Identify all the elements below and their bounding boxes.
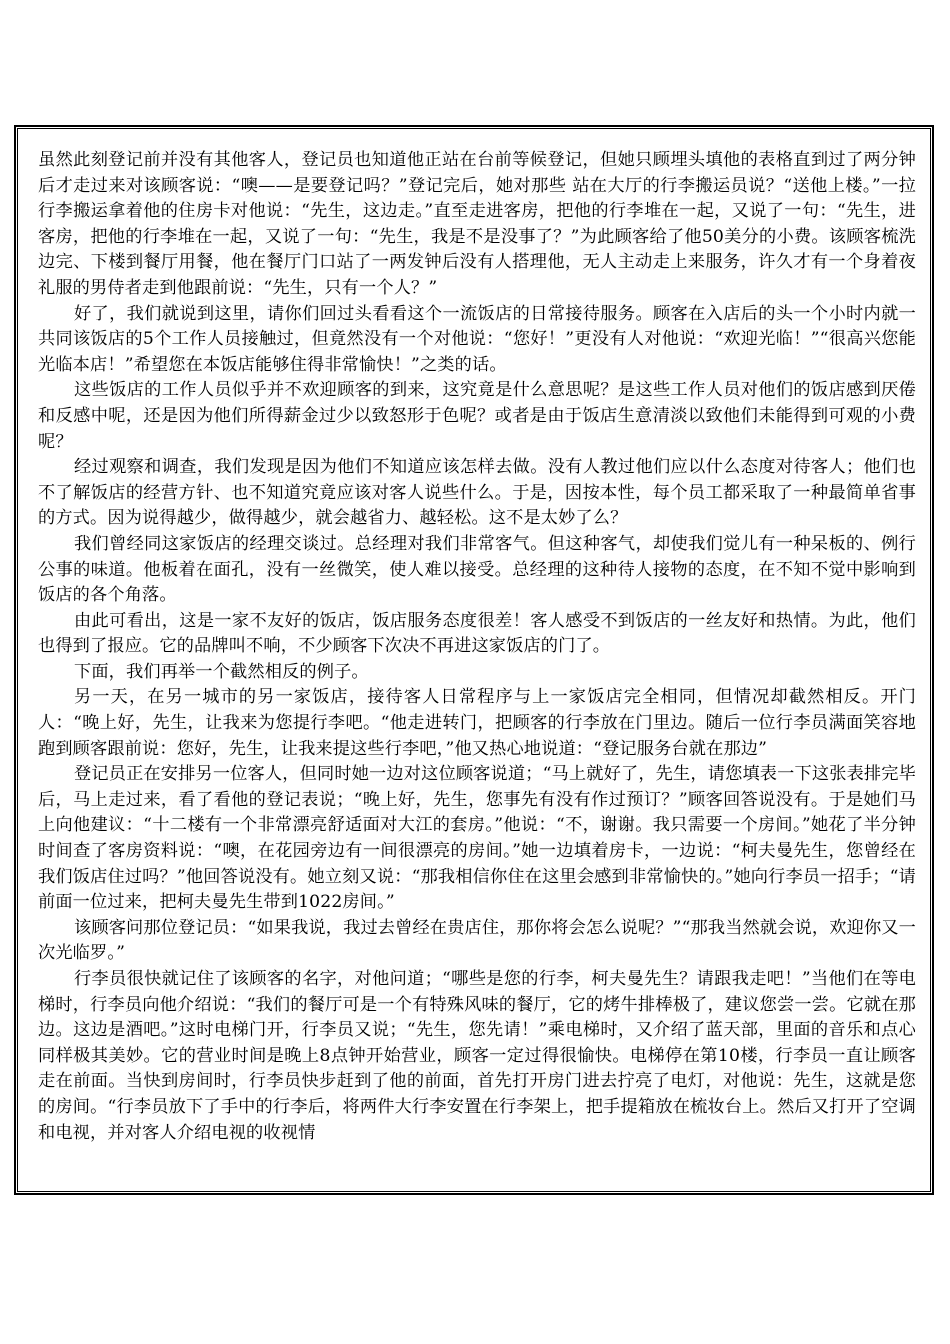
paragraph-4: 经过观察和调查，我们发现是因为他们不知道应该怎样去做。没有人教过他们应以什么态度对待客人；他们也不了解饭店的经营方针、也不知道究竟应该对客人说些什么。于是，因按本性，每个员工都采取了一种最简单省事的方式。因为说得越少，做得越少，就会越省力、越轻松。这不是太妙了么？ — [38, 457, 916, 529]
paragraph-7: 下面，我们再举一个截然相反的例子。 — [74, 661, 369, 682]
paragraph-8: 另一天，在另一城市的另一家饭店，接待客人日常程序与上一家饭店完全相同，但情况却截然相反。开门人：“晚上好，先生，让我来为您提行李吧。“他走进转门，把顾客的行李放在门里边。随后一位行李员满面笑容地跑到顾客跟前说：您好，先生，让我来提这些行李吧，”他又热心地说道：“登记服务台就在那边” — [38, 687, 916, 759]
paragraph-11: 行李员很快就记住了该顾客的名字，对他问道；“哪些是您的行李，柯夫曼先生？请跟我走吧！”当他们在等电梯时，行李员向他介绍说：“我们的餐厅可是一个有特殊风味的餐厅，它的烤牛排棒极了，建议您尝一尝。它就在那边。这边是酒吧。”这时电梯门开，行李员又说；“先生，您先请！”乘电梯时，又介绍了蓝天部，里面的音乐和点心同样极其美妙。它的营业时间是晚上8点钟开始营业，顾客一定过得很愉快。电梯停在第10楼，行李员一直让顾客走在前面。当快到房间时，行李员快步赶到了他的前面，首先打开房门进去拧亮了电灯，对他说：先生，这就是您的房间。“行李员放下了手中的行李后，将两件大行李安置在行李架上，把手提箱放在梳妆台上。然后又打开了空调和电视，并对客人介绍电视的收视情 — [38, 969, 916, 1143]
paragraph-5: 我们曾经同这家饭店的经理交谈过。总经理对我们非常客气。但这种客气，却使我们觉儿有一种呆板的、例行公事的味道。他板着在面孔，没有一丝微笑，使人难以接受。总经理的这种待人接物的态度，在不知不觉中影响到饭店的各个角落。 — [38, 533, 916, 606]
paragraph-10: 该顾客问那位登记员：“如果我说，我过去曾经在贵店住，那你将会怎么说呢？”“那我当然就会说，欢迎你又一次光临罗。” — [38, 917, 916, 964]
document-body — [38, 148, 916, 1192]
paragraph-9: 登记员正在安排另一位客人，但同时她一边对这位顾客说道；“马上就好了，先生，请您填表一下这张表排完毕后，马上走过来，看了看他的登记表说；“晚上好，先生，您事先有没有作过预订？”顾客回答说没有。于是她们马上向他建议：“十二楼有一个非常漂亮舒适面对大江的套房。”他说：“不，谢谢。我只需要一个房间。”她花了半分钟时间查了客房资料说：“噢，在花园旁边有一间很漂亮的房间。”她一边填着房卡，一边说：“柯夫曼先生，您曾经在我们饭店住过吗？”他回答说没有。她立刻又说：“那我相信你住在这里会感到非常愉快的。”她向行李员一招手；“请前面一位过来，把柯夫曼先生带到1022房间。” — [38, 764, 916, 913]
paragraph-6: 由此可看出，这是一家不友好的饭店，饭店服务态度很差！客人感受不到饭店的一丝友好和热情。为此，他们也得到了报应。它的品牌叫不响，不少顾客下次决不再进这家饭店的门了。 — [38, 610, 916, 657]
paragraph-3: 这些饭店的工作人员似乎并不欢迎顾客的到来，这究竟是什么意思呢？是这些工作人员对他们的饭店感到厌倦和反感中呢，还是因为他们所得薪金过少以致怒形于色呢？或者是由于饭店生意清淡以致他们未能得到可观的小费呢？ — [38, 380, 916, 452]
paragraph-2: 好了，我们就说到这里，请你们回过头看看这个一流饭店的日常接待服务。顾客在入店后的头一个小时内就一共同该饭店的5个工作人员接触过，但竟然没有一个对他说：“您好！”更没有人对他说：“欢迎光临！”“很高兴您能光临本店！”希望您在本饭店能够住得非常愉快！”之类的话。 — [38, 303, 916, 375]
paragraph-1: 虽然此刻登记前并没有其他客人，登记员也知道他正站在台前等候登记，但她只顾埋头填他的表格直到过了两分钟后才走过来对该顾客说：“噢——是要登记吗？”登记完后，她对那些 站在大厅的行李搬运员说？“送他上楼。”一拉行李搬运拿着他的住房卡对他说：“先生，这边走。”直至走进客房，把他的行李堆在一起，又说了一句：“先生，进客房，把他的行李堆在一起，又说了一句：“先生，我是不是没事了？”为此顾客给了他50美分的小费。该顾客梳洗边完、下楼到餐厅用餐，他在餐厅门口站了一两发钟后没有人搭理他，无人主动走上来服务，许久才有一个身着夜礼服的男侍者走到他跟前说：“先生，只有一个人？” — [38, 150, 916, 298]
